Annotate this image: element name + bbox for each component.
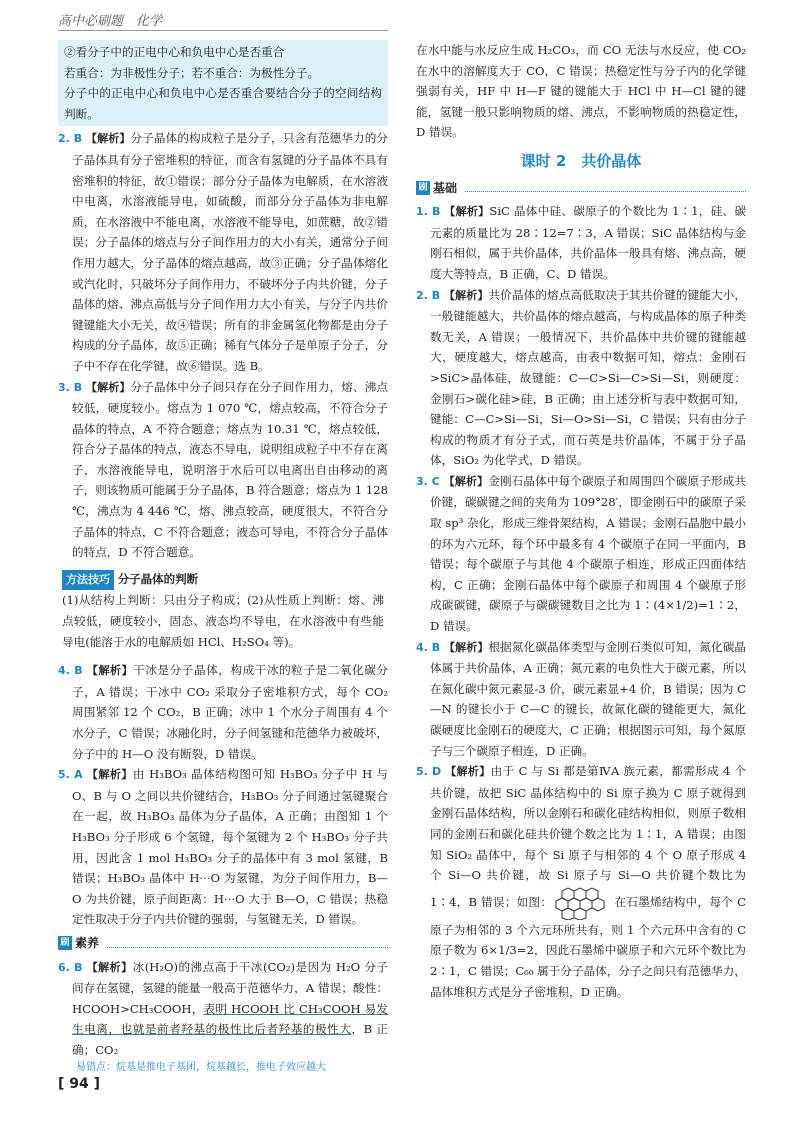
answer-2 bbox=[58, 128, 388, 376]
tip-line: 分子中的正电中心和负电中心是否重合要结合分子的空间结构判断。 bbox=[64, 86, 382, 121]
answer-text: 在石墨烯结构中，每个 C 原子为相邻的 3 个六元环所共有，则 1 个六元环中含有的 C 原子数为 6×1/3=2，因此石墨烯中碳原子和六元环个数比为 2∶1，C 错误；C₆₀ 属于分子晶体，分子之间只有范德华力，晶体堆积方式是分子密堆积，D 正确。 bbox=[430, 894, 746, 999]
dotted-rule bbox=[107, 939, 388, 948]
analysis-tag: 【解析】 bbox=[86, 960, 133, 974]
method-box bbox=[58, 565, 388, 656]
answer-number: 3. C bbox=[416, 474, 440, 488]
analysis-tag: 【解析】 bbox=[443, 288, 489, 302]
left-column bbox=[58, 40, 388, 1075]
answer-text: 分子晶体中分子间只存在分子间作用力，熔、沸点较低，硬度较小。熔点为 1 070 ℃，熔点较高，不符合分子晶体的特点，A 不符合题意；熔点为 10.31 ℃，熔点较低，符合分子晶体的特点，液态不导电，说明组成粒子中不存在离子，水溶液能导电，说明溶于水后可以电离出自由移动的离子，则该物质可能属于分子晶体，B 符合题意；熔点为 1 128 ℃，沸点为 4 446 ℃，熔、沸点较高，硬度很大，不符合分子晶体的特点，C 不符合题意；液态可导电，不符合分子晶体的特点，D 不符合题意。 bbox=[72, 379, 389, 560]
lesson-title: 课时 2 共价晶体 bbox=[520, 151, 642, 170]
analysis-tag: 【解析】 bbox=[443, 640, 489, 654]
answer-number: 2. B bbox=[58, 132, 83, 146]
running-header: 高中必刷题 化学 bbox=[58, 14, 163, 29]
answer-r4 bbox=[416, 637, 746, 762]
underlined-text: 表明 HCOOH 比 CH₃COOH 易发生电离，也就是前者羟基的极性比后者羟基的极性大 bbox=[72, 1001, 389, 1037]
tip-box bbox=[58, 40, 388, 126]
method-title: 分子晶体的判断 bbox=[117, 571, 199, 586]
answer-number: 5. A bbox=[58, 768, 83, 782]
analysis-tag: 【解析】 bbox=[445, 765, 491, 779]
section-label: 素养 bbox=[75, 935, 100, 950]
answer-3 bbox=[58, 377, 388, 563]
answer-text: 由 H₃BO₃ 晶体结构图可知 H₃BO₃ 分子中 H 与 O、B 与 O 之间以共价键结合，H₃BO₃ 分子间通过氢键聚合在一起，故 H₃BO₃ 晶体为分子晶体，A 正确；由图知 1 个 H₃BO₃ 分子形成 6 个氢键，每个氢键为 2 个 H₃BO₃ 分子共用，因此含 1 mol H₃BO₃ 分子的晶体中有 3 mol 氢键，B 错误；H₃BO₃ 晶体中 H···O 为氢键，为分子间作用力，B—O 为共价键，原子间距离：H···O 大于 B—O，C 错误；热稳定性取决于分子内共价键的强弱，与氢键无关，D 错误。 bbox=[72, 767, 389, 927]
section-header-jichu bbox=[416, 178, 746, 199]
method-badge: 方法技巧 bbox=[62, 570, 114, 591]
analysis-tag: 【解析】 bbox=[443, 474, 489, 488]
tip-line: ②看分子中的正电中心和负电中心是否重合 bbox=[64, 45, 285, 59]
answer-number: 4. B bbox=[58, 664, 83, 678]
answer-text: 分子晶体的构成粒子是分子，只含有范德华力的分子晶体具有分子密堆积的特征，而含有氢键的分子晶体不具有密堆积的特征，故①错误；部分分子晶体为电解质，在水溶液中电离，水溶液能导电，如硫酸，而部分分子晶体为非电解质，在水溶液中不能电离，水溶液不能导电，如蔗糖，故②错误；分子晶体的熔点与分子间作用力的大小有关，通常分子间作用力越大，分子晶体的熔点越高，故③正确；分子晶体熔化或汽化时，只破坏分子间作用力，不破坏分子内共价键，分子晶体的熔、沸点高低与分子间作用力大小有关，与分子内共价键键能大小无关，故④错误；所有的非金属氢化物都是由分子构成的分子晶体，故⑤正确；稀有气体分子是单原子分子，分子中不存在化学键，故⑥错误。选 B。 bbox=[72, 131, 389, 373]
answer-r1 bbox=[416, 201, 746, 284]
tip-line: 若重合：为非极性分子；若不重合：为极性分子。 bbox=[64, 65, 320, 80]
analysis-tag: 【解析】 bbox=[86, 664, 134, 678]
answer-number: 1. B bbox=[416, 205, 441, 219]
answer-r3 bbox=[416, 471, 746, 637]
brush-icon: 刷 bbox=[58, 936, 72, 950]
answer-text: 由于 C 与 Si 都是第ⅣA 族元素，都需形成 4 个共价键，故把 SiC 晶体结构中的 Si 原子换为 C 原子就得到金刚石晶体结构，所以金刚石和碳化硅结构相似，则原子数相同的金刚石和碳化硅共价键个数之比为 1∶1，A 错误；由图知 SiO₂ 晶体中，每个 Si 原子与相邻的 4 个 O 原子形成 4 个 Si—O 共价键，故 Si 原子与 Si—O 共价键个数比为 1∶4，B 错误；如图： bbox=[430, 764, 747, 909]
answer-text: 干冰是分子晶体，构成干冰的粒子是二氧化碳分子，A 错误；干冰中 CO₂ 采取分子密堆积方式，每个 CO₂ 周围紧邻 12 个 CO₂，B 正确；冰中 1 个水分子周围有 4 个水分子，C 错误；冰融化时，分子间氢键和范德华力被破坏，分子中的 H—O 没有断裂，D 错误。 bbox=[72, 663, 389, 761]
answer-number: 6. B bbox=[58, 960, 83, 974]
section-header-suyang bbox=[58, 933, 388, 954]
answer-text: 冰(H₂O)的沸点高于干冰(CO₂)是因为 H₂O 分子间存在氢键，氢键的能量一般高于范德华力，A 错误；酸性：HCOOH>CH₃COOH， bbox=[72, 959, 389, 1016]
answer-6 bbox=[58, 957, 388, 1061]
answer-number: 3. B bbox=[58, 380, 83, 394]
answer-number: 5. D bbox=[416, 765, 442, 779]
answer-text: 根据氮化碳晶体类型与金刚石类似可知，氮化碳晶体属于共价晶体，A 正确；氮元素的电负性大于碳元素，所以在氮化碳中氮元素显-3 价，碳元素显+4 价，B 错误；因为 C—N 的键长小于 C—C 的键长，故氮化碳的键能更大，氮化碳硬度比金刚石的硬度大，C 正确；根据图示可知，每个氮原子与三个碳原子相连，D 正确。 bbox=[430, 639, 747, 758]
answer-text: SiC 晶体中硅、碳原子的个数比为 1∶1，硅、碳元素的质量比为 28∶12=7∶3，A 错误；SiC 晶体结构与金刚石相似，属于共价晶体，共价晶体一般具有熔、沸点高，硬度大等特点，B 正确，C、D 错误。 bbox=[430, 204, 747, 281]
analysis-tag: 【解析】 bbox=[85, 132, 131, 146]
answer-number: 2. B bbox=[416, 288, 441, 302]
answer-text: 金刚石晶体中每个碳原子和周围四个碳原子形成共价键，碳碳键之间的夹角为 109°28′，即金刚石中的碳原子采取 sp³ 杂化，形成三维骨架结构，A 错误；金刚石晶胞中最小的环为六元环，每个环中最多有 4 个碳原子在同一平面内，B 错误；每个碳原子与其他 4 个碳原子相连，形成正四面体结构，C 正确；金刚石晶体中每个碳原子和周围 4 个碳原子形成碳碳键，碳原子与碳碳键数目之比为 1∶(4×1/2)=1∶2，D 错误。 bbox=[430, 473, 747, 634]
answer-number: 4. B bbox=[416, 640, 441, 654]
answer-text: 共价晶体的熔点高低取决于其共价键的键能大小，一般键能越大，共价晶体的熔点越高，与构成晶体的原子种类数无关，A 错误；一般情况下，共价晶体中共价键的键能越大，硬度越大，熔点越高，由表中数据可知，熔点：金刚石>SiC>晶体硅，故键能：C—C>Si—C>Si—Si，则硬度：金刚石>碳化硅>硅，B 正确；由上述分析与表中数据可知，键能：C—C>Si—Si，Si—O>Si—Si，C 错误；只有由分子构成的物质才有分子式，而石英是共价晶体，不属于分子晶体，SiO₂ 为化学式，D 错误。 bbox=[430, 287, 747, 468]
answer-6-continued bbox=[416, 40, 746, 143]
answer-text: ，B 正确；CO₂ bbox=[72, 1022, 388, 1057]
section-label: 基础 bbox=[433, 180, 458, 195]
analysis-tag: 【解析】 bbox=[444, 205, 490, 219]
header-rule bbox=[58, 30, 388, 31]
error-prone-note: 易错点：烷基是推电子基团，烷基越长，推电子效应越大 bbox=[76, 1061, 326, 1073]
brush-icon: 刷 bbox=[416, 181, 430, 195]
graphene-structure-figure bbox=[552, 886, 612, 920]
answer-5 bbox=[58, 764, 388, 930]
dotted-rule bbox=[465, 183, 746, 192]
answer-r2 bbox=[416, 285, 746, 471]
page-number: [ 94 ] bbox=[58, 1076, 101, 1092]
analysis-tag: 【解析】 bbox=[86, 768, 133, 782]
method-text: (1)从结构上判断：只由分子构成；(2)从性质上判断：熔、沸点较低，硬度较小，固态、液态均不导电，在水溶液中有些能导电(能溶于水的电解质如 HCl、H₂SO₄ 等)。 bbox=[62, 593, 384, 649]
right-column bbox=[416, 40, 746, 1002]
answer-4 bbox=[58, 660, 388, 764]
analysis-tag: 【解析】 bbox=[85, 380, 131, 394]
answer-text: 在水中能与水反应生成 H₂CO₃，而 CO 无法与水反应，使 CO₂ 在水中的溶解度大于 CO，C 错误；热稳定性与分子内的化学键强弱有关，HF 中 H—F 键的键能大于 HCl 中 H—Cl 键的键能，氢键一般只影响物质的熔、沸点，不影响物质的热稳定性，D 错误。 bbox=[416, 43, 746, 140]
answer-r5 bbox=[416, 761, 746, 1002]
